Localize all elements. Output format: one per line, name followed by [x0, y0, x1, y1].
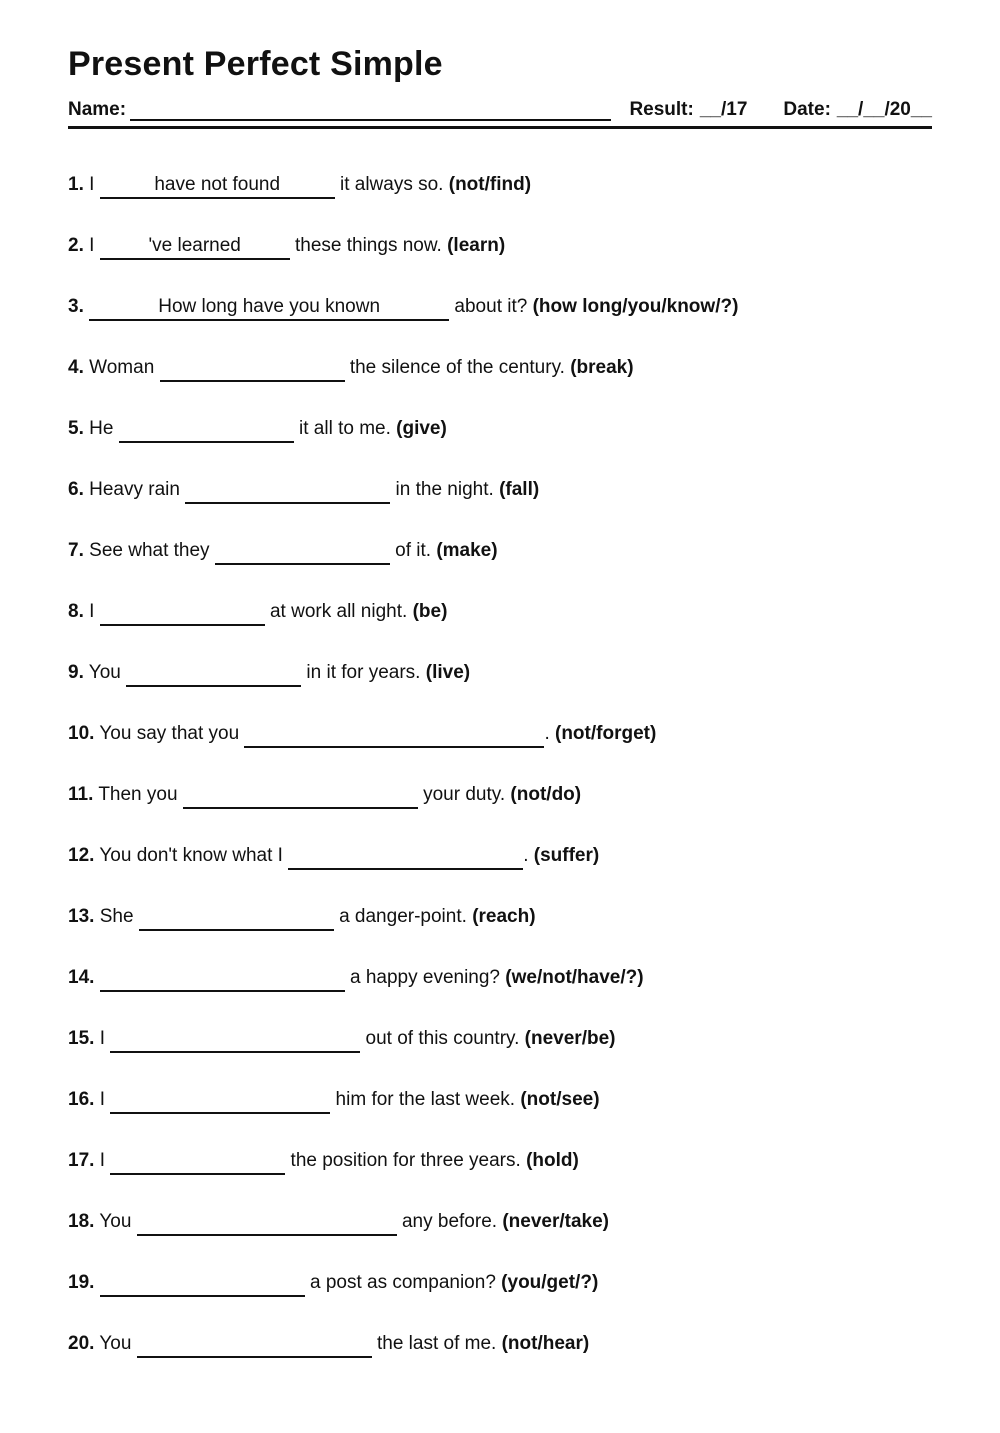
- question-number: 14.: [68, 967, 95, 989]
- question-text-before: You: [99, 1333, 132, 1355]
- result-group: [629, 99, 747, 121]
- answer-blank[interactable]: [110, 1150, 285, 1175]
- question-number: 12.: [68, 845, 95, 867]
- answer-blank[interactable]: How long have you known: [89, 296, 449, 321]
- question-text-before: I: [99, 1089, 105, 1111]
- question-text-before: She: [99, 906, 134, 928]
- verb-hint: (live): [425, 662, 471, 684]
- verb-hint: (not/do): [510, 784, 582, 806]
- verb-hint: (not/see): [520, 1089, 600, 1111]
- question-12: [68, 844, 932, 870]
- answer-blank[interactable]: [160, 357, 345, 382]
- question-text-before: You: [99, 1211, 132, 1233]
- verb-hint: (hold): [526, 1150, 579, 1172]
- verb-hint: (learn): [447, 235, 506, 257]
- question-text-after: in the night.: [395, 479, 494, 501]
- answer-blank[interactable]: [100, 601, 265, 626]
- answer-blank[interactable]: [137, 1211, 397, 1236]
- question-text-after: the last of me.: [376, 1333, 497, 1355]
- question-number: 10.: [68, 723, 95, 745]
- question-number: 8.: [68, 601, 84, 623]
- verb-hint: (never/take): [502, 1211, 610, 1233]
- question-11: [68, 783, 932, 809]
- verb-hint: (break): [570, 357, 634, 379]
- answer-blank[interactable]: 've learned: [100, 235, 290, 260]
- verb-hint: (not/forget): [555, 723, 657, 745]
- verb-hint: (suffer): [533, 845, 600, 867]
- question-text-after: these things now.: [294, 235, 442, 257]
- question-number: 16.: [68, 1089, 95, 1111]
- question-8: [68, 600, 932, 626]
- question-3: [68, 295, 932, 321]
- verb-hint: (not/find): [448, 174, 532, 196]
- question-text-after: a post as companion?: [309, 1272, 496, 1294]
- question-text-before: I: [89, 174, 95, 196]
- question-text-after: of it.: [395, 540, 432, 562]
- question-text-before: You say that you: [99, 723, 240, 745]
- answer-blank[interactable]: [244, 723, 544, 748]
- question-number: 6.: [68, 479, 84, 501]
- question-text-after: out of this country.: [365, 1028, 520, 1050]
- question-9: [68, 661, 932, 687]
- question-number: 11.: [68, 784, 94, 806]
- question-text-after: a happy evening?: [349, 967, 500, 989]
- page-title: Present Perfect Simple: [68, 45, 443, 83]
- question-text-before: I: [89, 235, 95, 257]
- question-2: [68, 234, 932, 260]
- question-text-after: .: [523, 845, 529, 867]
- question-text-after: .: [544, 723, 550, 745]
- question-text-after: it always so.: [339, 174, 444, 196]
- date-label: Date:: [783, 99, 831, 121]
- date-group: [783, 99, 932, 121]
- question-text-after: him for the last week.: [335, 1089, 516, 1111]
- question-17: [68, 1149, 932, 1175]
- question-number: 15.: [68, 1028, 95, 1050]
- question-19: [68, 1271, 932, 1297]
- question-6: [68, 478, 932, 504]
- question-text-after: your duty.: [423, 784, 506, 806]
- question-list: [68, 173, 932, 1358]
- result-label: Result:: [629, 99, 694, 121]
- question-text-after: at work all night.: [269, 601, 408, 623]
- answer-blank[interactable]: [137, 1333, 372, 1358]
- question-text-after: the position for three years.: [290, 1150, 521, 1172]
- verb-hint: (reach): [472, 906, 536, 928]
- question-text-before: Woman: [89, 357, 155, 379]
- question-14: [68, 966, 932, 992]
- question-number: 17.: [68, 1150, 95, 1172]
- answer-blank[interactable]: [110, 1089, 330, 1114]
- question-4: [68, 356, 932, 382]
- answer-blank[interactable]: [288, 845, 523, 870]
- question-text-before: Then you: [98, 784, 178, 806]
- verb-hint: (we/not/have/?): [505, 967, 644, 989]
- answer-blank[interactable]: [185, 479, 390, 504]
- name-input-line[interactable]: [130, 99, 611, 121]
- question-text-after: in it for years.: [306, 662, 421, 684]
- answer-blank[interactable]: [100, 967, 345, 992]
- question-text-after: a danger-point.: [339, 906, 467, 928]
- question-18: [68, 1210, 932, 1236]
- question-number: 7.: [68, 540, 84, 562]
- question-7: [68, 539, 932, 565]
- name-label: Name:: [68, 99, 127, 121]
- question-text-after: it all to me.: [299, 418, 391, 440]
- question-text-after: the silence of the century.: [349, 357, 565, 379]
- verb-hint: (be): [412, 601, 448, 623]
- verb-hint: (not/hear): [501, 1333, 590, 1355]
- question-text-before: You don't know what I: [99, 845, 283, 867]
- question-number: 18.: [68, 1211, 95, 1233]
- question-number: 20.: [68, 1333, 95, 1355]
- question-text-after: any before.: [401, 1211, 498, 1233]
- question-13: [68, 905, 932, 931]
- result-value[interactable]: __/17: [699, 99, 748, 121]
- answer-blank[interactable]: [119, 418, 294, 443]
- question-text-before: I: [99, 1150, 105, 1172]
- date-value[interactable]: __/__/20__: [836, 99, 932, 121]
- verb-hint: (you/get/?): [501, 1272, 599, 1294]
- question-number: 1.: [68, 174, 84, 196]
- answer-blank[interactable]: [183, 784, 418, 809]
- header-divider: [68, 126, 932, 129]
- answer-blank[interactable]: [139, 906, 334, 931]
- answer-blank[interactable]: [110, 1028, 360, 1053]
- question-20: [68, 1332, 932, 1358]
- question-text-before: I: [89, 601, 95, 623]
- question-number: 19.: [68, 1272, 95, 1294]
- question-number: 4.: [68, 357, 84, 379]
- question-16: [68, 1088, 932, 1114]
- verb-hint: (make): [436, 540, 498, 562]
- question-number: 2.: [68, 235, 84, 257]
- question-number: 3.: [68, 296, 84, 318]
- question-text-before: Heavy rain: [89, 479, 180, 501]
- question-text-before: See what they: [89, 540, 210, 562]
- question-10: [68, 722, 932, 748]
- verb-hint: (fall): [499, 479, 540, 501]
- question-number: 5.: [68, 418, 84, 440]
- question-number: 13.: [68, 906, 95, 928]
- question-number: 9.: [68, 662, 84, 684]
- answer-blank[interactable]: [126, 662, 301, 687]
- verb-hint: (how long/you/know/?): [532, 296, 739, 318]
- verb-hint: (give): [396, 418, 447, 440]
- question-15: [68, 1027, 932, 1053]
- question-text-before: I: [99, 1028, 105, 1050]
- question-text-after: about it?: [454, 296, 528, 318]
- header-row: [68, 99, 932, 121]
- verb-hint: (never/be): [524, 1028, 616, 1050]
- question-text-before: You: [88, 662, 121, 684]
- answer-blank[interactable]: [100, 1272, 305, 1297]
- question-text-before: He: [89, 418, 114, 440]
- question-1: [68, 173, 932, 199]
- answer-blank[interactable]: [215, 540, 390, 565]
- question-5: [68, 417, 932, 443]
- answer-blank[interactable]: have not found: [100, 174, 335, 199]
- name-group: [68, 99, 611, 121]
